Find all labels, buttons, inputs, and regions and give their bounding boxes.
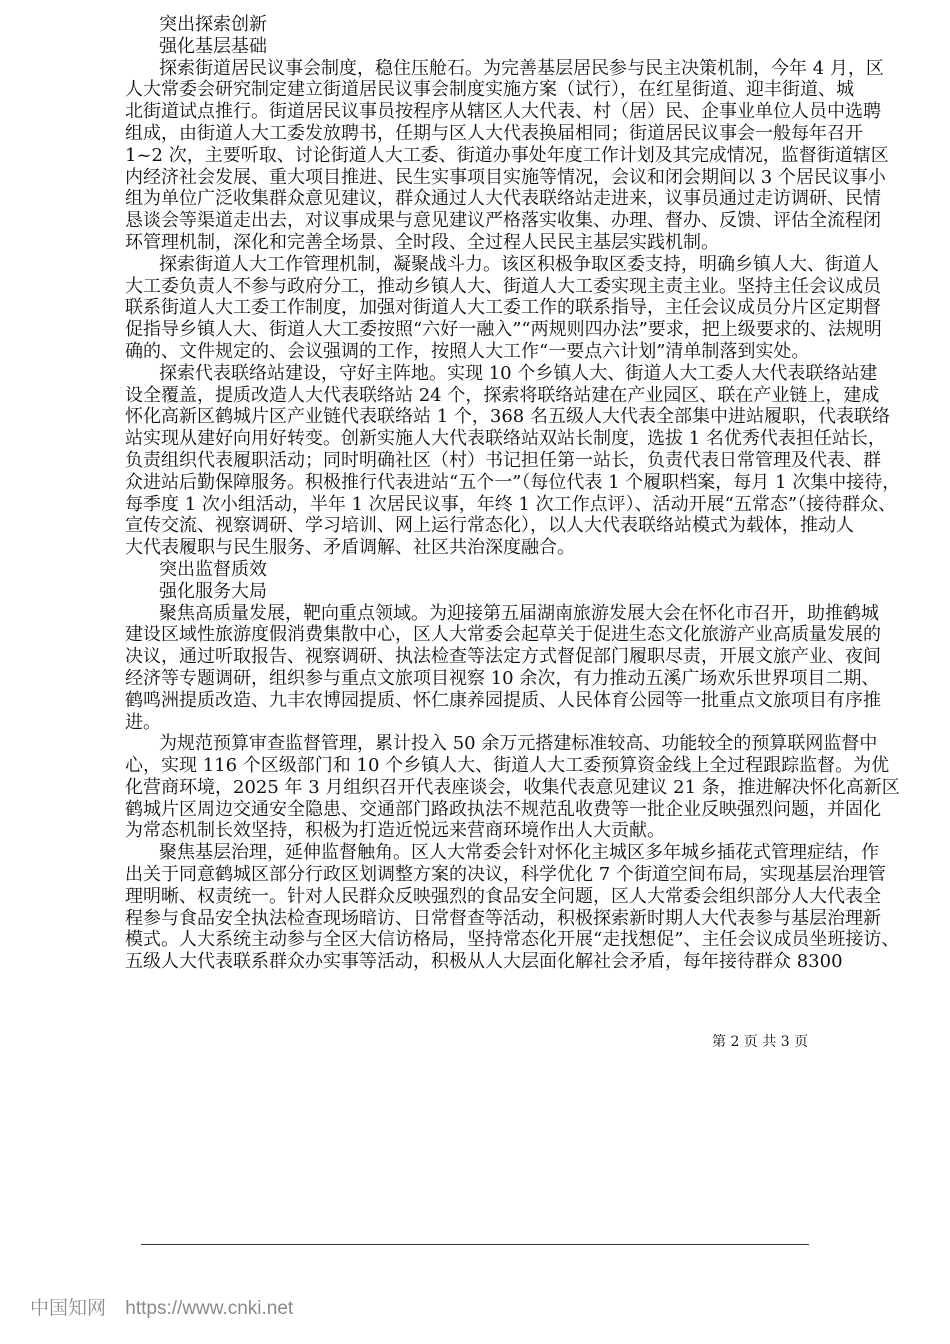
document-body [125,14,901,973]
text-line: 鹤城片区周边交通安全隐患、交通部门路政执法不规范乱收费等一批企业反映强烈问题，并固化 [125,798,881,820]
text-line: 探索街道人大工作管理机制，凝聚战斗力。该区积极争取区委支持，明确乡镇人大、街道人 [159,253,879,275]
text-line: 联系街道人大工委工作制度，加强对街道人大工委工作的联系指导，主任会议成员分片区定期督 [125,297,881,319]
section-heading [125,36,837,58]
text-line: 探索街道居民议事会制度，稳住压舱石。为完善基层居民参与民主决策机制，今年 4 月，区 [159,57,884,79]
section-heading [125,559,837,581]
paragraph [125,733,900,842]
text-line: 怀化高新区鹤城片区产业链代表联络站 1 个，368 名五级人大代表全部集中进站履职，代表联络 [125,406,890,428]
text-line: 站实现从建好向用好转变。创新实施人大代表联络站双站长制度，选拔 1 名优秀代表担任站长， [125,428,886,450]
text-line: 突出探索创新 [159,14,267,35]
text-line: 出关于同意鹤城区部分行政区划调整方案的决议，科学优化 7 个街道空间布局，实现基层治理管 [125,864,886,886]
text-line: 强化服务大局 [159,580,267,602]
text-line: 程参与食品安全执法检查现场暗访、日常督查等活动，积极探索新时期人大代表参与基层治理新 [125,907,881,929]
paragraph [125,57,889,254]
footer-divider [141,1244,809,1245]
text-line: 理明晰、权责统一。针对人民群众反映强烈的食品安全问题，区人大常委会组织部分人大代表全 [125,885,881,907]
text-line: 化营商环境，2025 年 3 月组织召开代表座谈会，收集代表意见建议 21 条，推进解决怀化高新区 [125,776,900,798]
text-line: 促指导乡镇人大、街道人大工委按照“六好一融入”“两规则四办法”要求，把上级要求的、法规明 [125,319,882,341]
text-line: 设全覆盖，提质改造人大代表联络站 24 个，探索将联络站建在产业园区、联在产业链上，建成 [125,384,880,406]
text-line: 经济等专题调研，组织参与重点文旅项目视察 10 余次，有力推动五溪广场欢乐世界项目二期、 [125,667,880,689]
text-line: 环管理机制，深化和完善全场景、全时段、全过程人民民主基层实践机制。 [125,231,719,253]
text-line: 宣传交流、视察调研、学习培训、网上运行常态化），以人大代表联络站模式为载体，推动人 [125,515,854,537]
text-line: 模式。人大系统主动参与全区大信访格局，坚持常态化开展“走找想促”、主任会议成员坐班接访、 [125,929,900,951]
text-line: 北街道试点推行。街道居民议事员按程序从辖区人大代表、村（居）民、企事业单位人员中选聘 [125,101,881,123]
text-line: 突出监督质效 [159,558,267,580]
section-heading [125,581,837,603]
watermark-url[interactable]: https://www.cnki.net [125,1298,294,1319]
text-line: 探索代表联络站建设，守好主阵地。实现 10 个乡镇人大、街道人大工委人大代表联络站建 [159,362,878,384]
text-line: 聚焦高质量发展，靶向重点领域。为迎接第五届湖南旅游发展大会在怀化市召开，助推鹤城 [159,602,879,624]
text-line: 建设区域性旅游度假消费集散中心，区人大常委会起草关于促进生态文化旅游产业高质量发展的 [125,624,881,646]
section-heading [125,14,837,36]
text-line: 聚焦基层治理，延伸监督触角。区人大常委会针对怀化主城区多年城乡插花式管理症结，作 [159,842,879,864]
text-line: 恳谈会等渠道走出去，对议事成果与意见建议严格落实收集、办理、督办、反馈、评估全流程闭 [125,210,881,232]
text-line: 心，实现 116 个区级部门和 10 个乡镇人大、街道人大工委预算资金线上全过程跟踪监督。为优 [125,755,890,777]
text-line: 确的、文件规定的、会议强调的工作，按照人大工作“一要点六计划”清单制落到实处。 [125,340,810,362]
text-line: 大代表履职与民生服务、矛盾调解、社区共治深度融合。 [125,537,575,559]
paragraph [125,362,901,559]
text-line: 组为单位广泛收集群众意见建议，群众通过人大代表联络站走进来，议事员通过走访调研、民情 [125,188,881,210]
text-line: 鹤鸣洲提质改造、九丰农博园提质、怀仁康养园提质、人民体育公园等一批重点文旅项目有序推 [125,689,881,711]
text-line: 五级人大代表联系群众办实事等活动，积极从人大层面化解社会矛盾，每年接待群众 8300 [125,951,843,973]
text-line: 为常态机制长效坚持，积极为打造近悦远来营商环境作出人大贡献。 [125,820,665,842]
text-line: 众进站后勤保障服务。积极推行代表进站“五个一”（每位代表 1 个履职档案，每月 1 次集中接待， [125,471,901,493]
text-line: 1~2 次，主要听取、讨论街道人大工委、街道办事处年度工作计划及其完成情况，监督街道辖区 [125,144,889,166]
text-line: 每季度 1 次小组活动，半年 1 次居民议事，年终 1 次工作点评）、活动开展“五常态”（接待群众、 [125,493,897,515]
cnki-watermark [30,1293,293,1320]
paragraph [125,602,881,734]
text-line: 大工委负责人不参与政府分工，推动乡镇人大、街道人大工委实现主责主业。坚持主任会议成员 [125,275,881,297]
paragraph [125,842,900,973]
paragraph [125,253,882,363]
text-line: 强化基层基础 [159,35,267,57]
text-line: 为规范预算审查监督管理，累计投入 50 余万元搭建标准较高、功能较全的预算联网监督中 [159,733,878,755]
text-line: 进。 [125,711,161,733]
text-line: 决议，通过听取报告、视察调研、执法检查等法定方式督促部门履职尽责，开展文旅产业、夜间 [125,646,881,668]
text-line: 组成，由街道人大工委发放聘书，任期与区人大代表换届相同；街道居民议事会一般每年召开 [125,122,863,144]
page-number: 第 2 页 共 3 页 [712,1034,809,1050]
text-line: 内经济社会发展、重大项目推进、民生实事项目实施等情况，会议和闭会期间以 3 个居民议事小 [125,166,886,188]
text-line: 人大常委会研究制定建立街道居民议事会制度实施方案（试行），在红星街道、迎丰街道、城 [125,79,854,101]
text-line: 负责组织代表履职活动；同时明确社区（村）书记担任第一站长，负责代表日常管理及代表、群 [125,449,881,471]
watermark-brand: 中国知网 [30,1298,107,1319]
